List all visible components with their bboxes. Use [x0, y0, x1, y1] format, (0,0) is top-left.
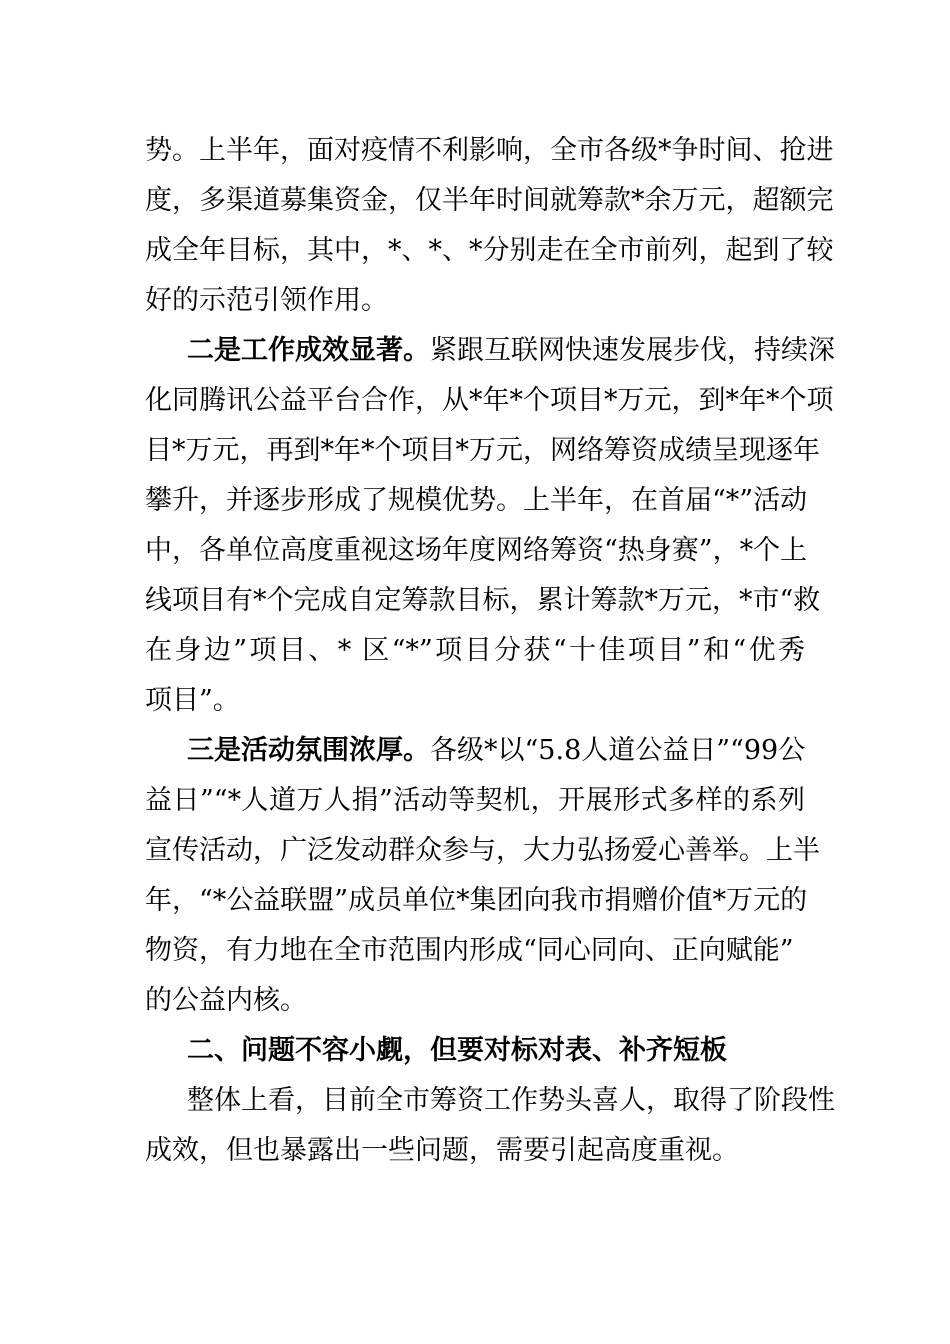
paragraph-first-line [187, 733, 805, 769]
paragraph-first-line [187, 333, 835, 369]
paragraph-line: 目*万元，再到*年*个项目*万元，网络筹资成绩呈现逐年 [145, 435, 820, 466]
paragraph-line: 攀升，并逐步形成了规模优势。上半年，在首届“*”活动 [145, 485, 808, 516]
paragraph-text: 紧跟互联网快速发展步伐，持续深 [430, 335, 835, 366]
section-heading: 二、问题不容小觑，但要对标对表、补齐短板 [187, 1035, 727, 1066]
paragraph-heading: 三是活动氛围浓厚。 [187, 735, 430, 766]
paragraph-line: 益日”“*人道万人捐”活动等契机，开展形式多样的系列 [145, 785, 805, 816]
paragraph-line: 好的示范引领作用。 [145, 285, 388, 316]
paragraph-text: 各级*以“5.8人道公益日”“99公 [430, 735, 806, 766]
paragraph-line: 整体上看，目前全市筹资工作势头喜人，取得了阶段性 [187, 1085, 835, 1116]
paragraph-line: 化同腾讯公益平台合作，从*年*个项目*万元，到*年*个项 [145, 385, 834, 416]
paragraph-line: 在身边”项目、* 区“*”项目分获“十佳项目”和“优秀 [145, 635, 805, 666]
paragraph-line: 宣传活动，广泛发动群众参与，大力弘扬爱心善举。上半 [145, 835, 820, 866]
paragraph-heading: 二是工作成效显著。 [187, 335, 430, 366]
paragraph-line: 的公益内核。 [145, 985, 307, 1016]
paragraph-line: 线项目有*个完成自定筹款目标，累计筹款*万元，*市“救 [145, 585, 821, 616]
paragraph-line: 成全年目标，其中，*、*、*分别走在全市前列，起到了较 [145, 235, 834, 266]
paragraph-line: 中，各单位高度重视这场年度网络筹资“热身赛”，*个上 [145, 535, 808, 566]
paragraph-line: 年，“*公益联盟”成员单位*集团向我市捐赠价值*万元的 [145, 885, 808, 916]
paragraph-line: 物资，有力地在全市范围内形成“同心同向、正向赋能” [145, 935, 794, 966]
paragraph-line: 成效，但也暴露出一些问题，需要引起高度重视。 [145, 1135, 739, 1166]
paragraph-line: 度，多渠道募集资金，仅半年时间就筹款*余万元，超额完 [145, 185, 834, 216]
paragraph-line: 势。上半年，面对疫情不利影响，全市各级*争时间、抢进 [145, 135, 834, 166]
paragraph-line: 项目”。 [145, 685, 240, 716]
